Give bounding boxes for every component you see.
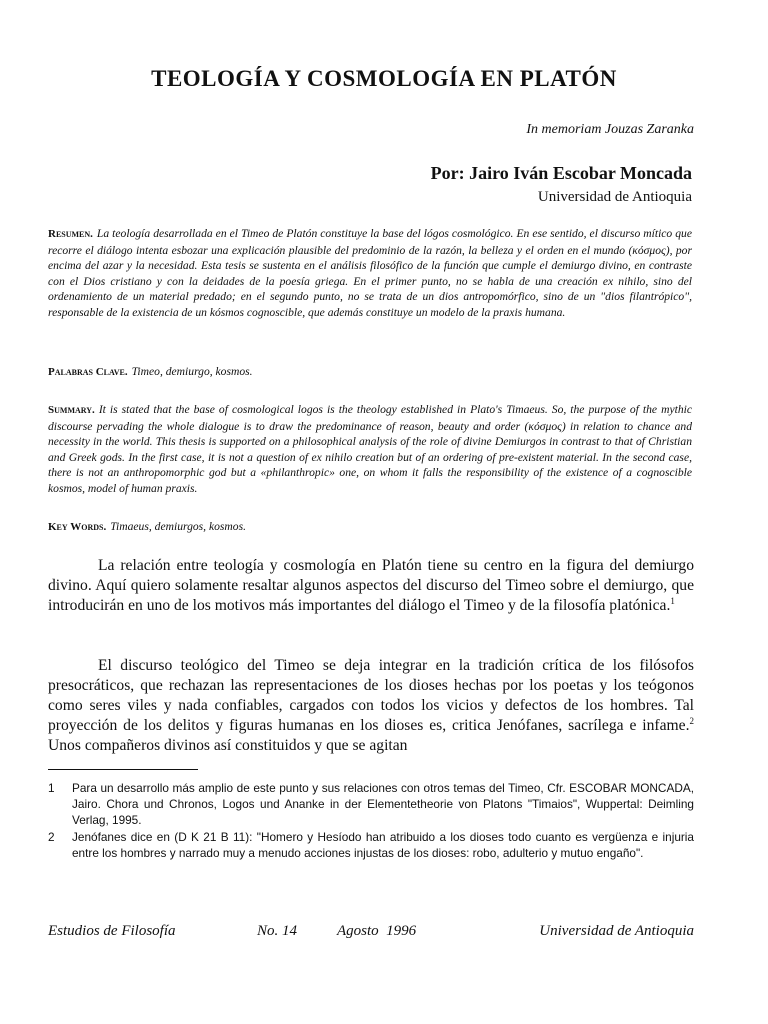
footer-university: Universidad de Antioquia <box>539 923 694 939</box>
footnote-ref-1[interactable]: 1 <box>670 595 675 606</box>
footnote-2-text: Jenófanes dice en (D K 21 B 11): "Homero y Hesíodo han atribuido a los dioses todo cuanto es vergüenza e injuria entre los hombres y narrado muy a menudo acciones injustas de los dioses: robo, adulterio y mutuo engaño". <box>72 830 694 860</box>
resumen-block <box>48 226 692 320</box>
footer-journal: Estudios de Filosofía <box>48 923 176 939</box>
footnote-1 <box>48 780 694 828</box>
dedication: In memoriam Jouzas Zaranka <box>526 122 694 137</box>
footnote-1-text: Para un desarrollo más amplio de este punto y sus relaciones con otros temas del Timeo, Cfr. ESCOBAR MONCADA, Jairo. Chora und Chronos, Logos und Ananke in der Elementetheorie von Platons "Timaios", Wuppertal: Deimling Verlag, 1995. <box>72 781 694 827</box>
summary-label: Summary. <box>48 404 95 416</box>
paragraph-2-tail: Unos compañeros divinos así constituidos y que se agitan <box>48 737 408 754</box>
author-line: Por: Jairo Iván Escobar Moncada <box>430 163 692 183</box>
footnote-2 <box>48 829 694 861</box>
footnote-1-number: 1 <box>48 781 55 795</box>
body-paragraph-1 <box>48 556 694 616</box>
body-paragraph-2 <box>48 656 694 756</box>
key-words-label: Key Words. <box>48 521 107 533</box>
paragraph-2-text: El discurso teológico del Timeo se deja integrar en la tradición crítica de los filósofos presocráticos, que rechazan las representaciones de los dioses hechas por los poetas y los teógonos como seres viles y nada confiables, cargados con todos los vicios y defectos de los hombres. Tal proyección de los delitos y figuras humanas en los dioses es, critica Jenófanes, sacrílega e infame. <box>48 657 694 734</box>
key-words-block <box>48 519 692 536</box>
summary-block <box>48 402 692 496</box>
paragraph-1-text: La relación entre teología y cosmología en Platón tiene su centro en la figura del demiurgo divino. Aquí quiero solamente resaltar algunos aspectos del discurso del Timeo sobre el demiurgo, que introducirán en uno de los motivos más importantes del diálogo el Timeo y de la filosofía platónica. <box>48 557 694 614</box>
palabras-clave-text: Timeo, demiurgo, kosmos. <box>131 365 253 378</box>
footnote-2-number: 2 <box>48 830 55 844</box>
key-words-text: Timaeus, demiurgos, kosmos. <box>110 520 247 533</box>
footer-issue-number: No. 14 <box>257 923 298 939</box>
author-affiliation: Universidad de Antioquia <box>537 189 692 205</box>
palabras-clave-label: Palabras Clave. <box>48 366 128 378</box>
footnote-separator <box>48 769 198 770</box>
resumen-label: Resumen. <box>48 228 93 240</box>
resumen-text: La teología desarrollada en el Timeo de Platón constituye la base del lógos cosmológico. En ese sentido, el discurso mítico que recorre el diálogo intenta esbozar una explicación plausible del predominio de la razón, la belleza y el orden en el mundo (κόσμος), por encima del azar y la necesidad. Esta tesis se sustenta en el análisis filosófico de la función que cumple el demiurgo divino, en contraste con el Dios cristiano y con la deidades de la poesía griega. En el primer punto, no se habla de una creación ex nihilo, sino del ordenamiento de un material predado; en el segundo punto, no se trata de un dios antropomórfico, sino de un "dios filantrópico", responsable de la existencia de un kósmos cognoscible, que además constituye un modelo de la praxis humana. <box>48 227 692 319</box>
summary-text: It is stated that the base of cosmological logos is the theology established in Plato's Timaeus. So, the purpose of the mythic discourse pervading the whole dialogue is to draw the predominance of reason, beauty and order (κόσμος) in relation to chance and necessity in the world. This thesis is supported on a philosophical analysis of the role of divine Demiurgos in contrast to that of Christian and Greek gods. In the first case, it is not a question of ex nihilo creation but of an ordering of pre-existent material. In the second case, there is not an anthropomorphic god but a «philanthropic» one, on whom it falls the responsibility of the existence of a cognoscible kosmos, model of human praxis. <box>48 403 692 495</box>
palabras-clave-block <box>48 364 692 381</box>
footer-date: Agosto 1996 <box>337 923 417 939</box>
article-title: TEOLOGÍA Y COSMOLOGÍA EN PLATÓN <box>151 66 617 91</box>
footnote-ref-2[interactable]: 2 <box>689 715 694 726</box>
